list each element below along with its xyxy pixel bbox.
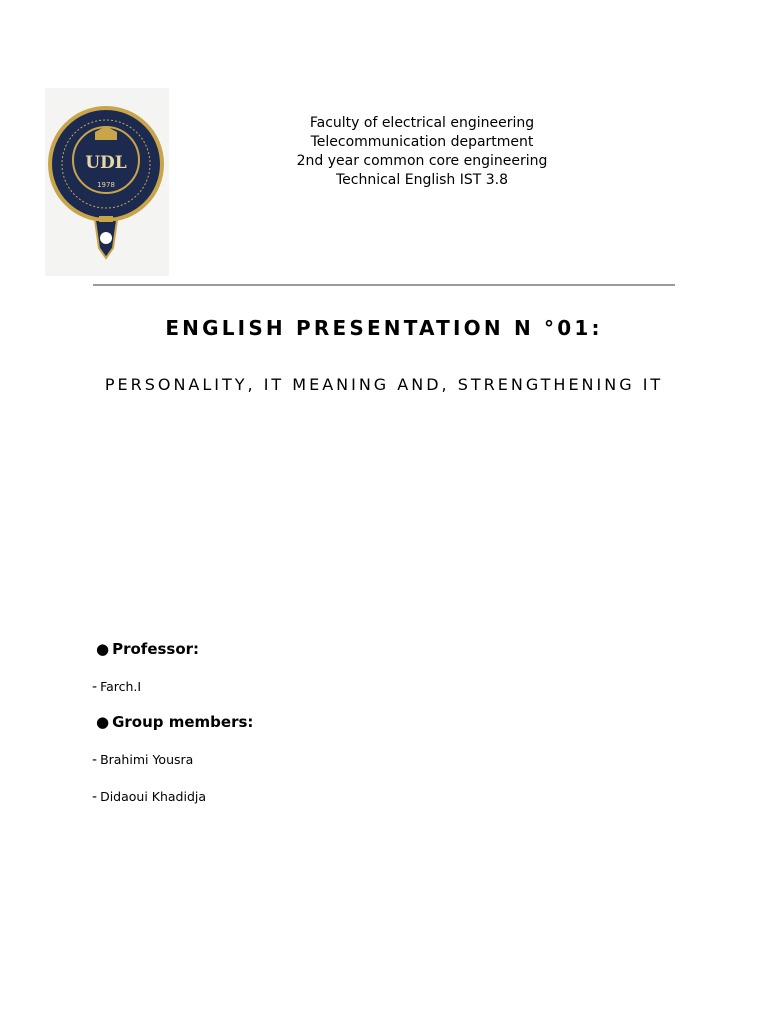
dash-marker: - xyxy=(92,679,98,695)
dash-marker: - xyxy=(92,752,98,768)
document-title: ENGLISH PRESENTATION N °01: xyxy=(165,316,603,340)
professor-name: Farch.I xyxy=(100,679,142,694)
logo-initials: UDL xyxy=(85,153,127,173)
group-member-item xyxy=(92,752,193,768)
logo-year: 1978 xyxy=(97,181,115,189)
bullet-icon: ● xyxy=(96,713,110,731)
dash-marker: - xyxy=(92,789,98,805)
horizontal-divider xyxy=(93,284,675,286)
header-course: Technical English IST 3.8 xyxy=(335,172,509,188)
university-seal-icon xyxy=(45,88,169,276)
header-department: Telecommunication department xyxy=(310,134,534,150)
professor-heading-label: Professor: xyxy=(112,640,200,658)
group-members-heading-label: Group members: xyxy=(112,713,254,731)
group-members-heading xyxy=(96,713,253,731)
group-member-item xyxy=(92,789,206,805)
group-member-name: Didaoui Khadidja xyxy=(100,789,207,804)
document-subtitle: PERSONALITY, IT MEANING AND, STRENGTHENING IT xyxy=(104,375,664,394)
professor-name-item xyxy=(92,679,141,695)
professor-heading xyxy=(96,640,199,658)
header-year: 2nd year common core engineering xyxy=(296,153,548,169)
bullet-icon: ● xyxy=(96,640,110,658)
faculty-header xyxy=(222,114,622,190)
header-faculty: Faculty of electrical engineering xyxy=(309,115,535,131)
group-member-name: Brahimi Yousra xyxy=(100,752,194,767)
university-logo xyxy=(45,88,169,276)
